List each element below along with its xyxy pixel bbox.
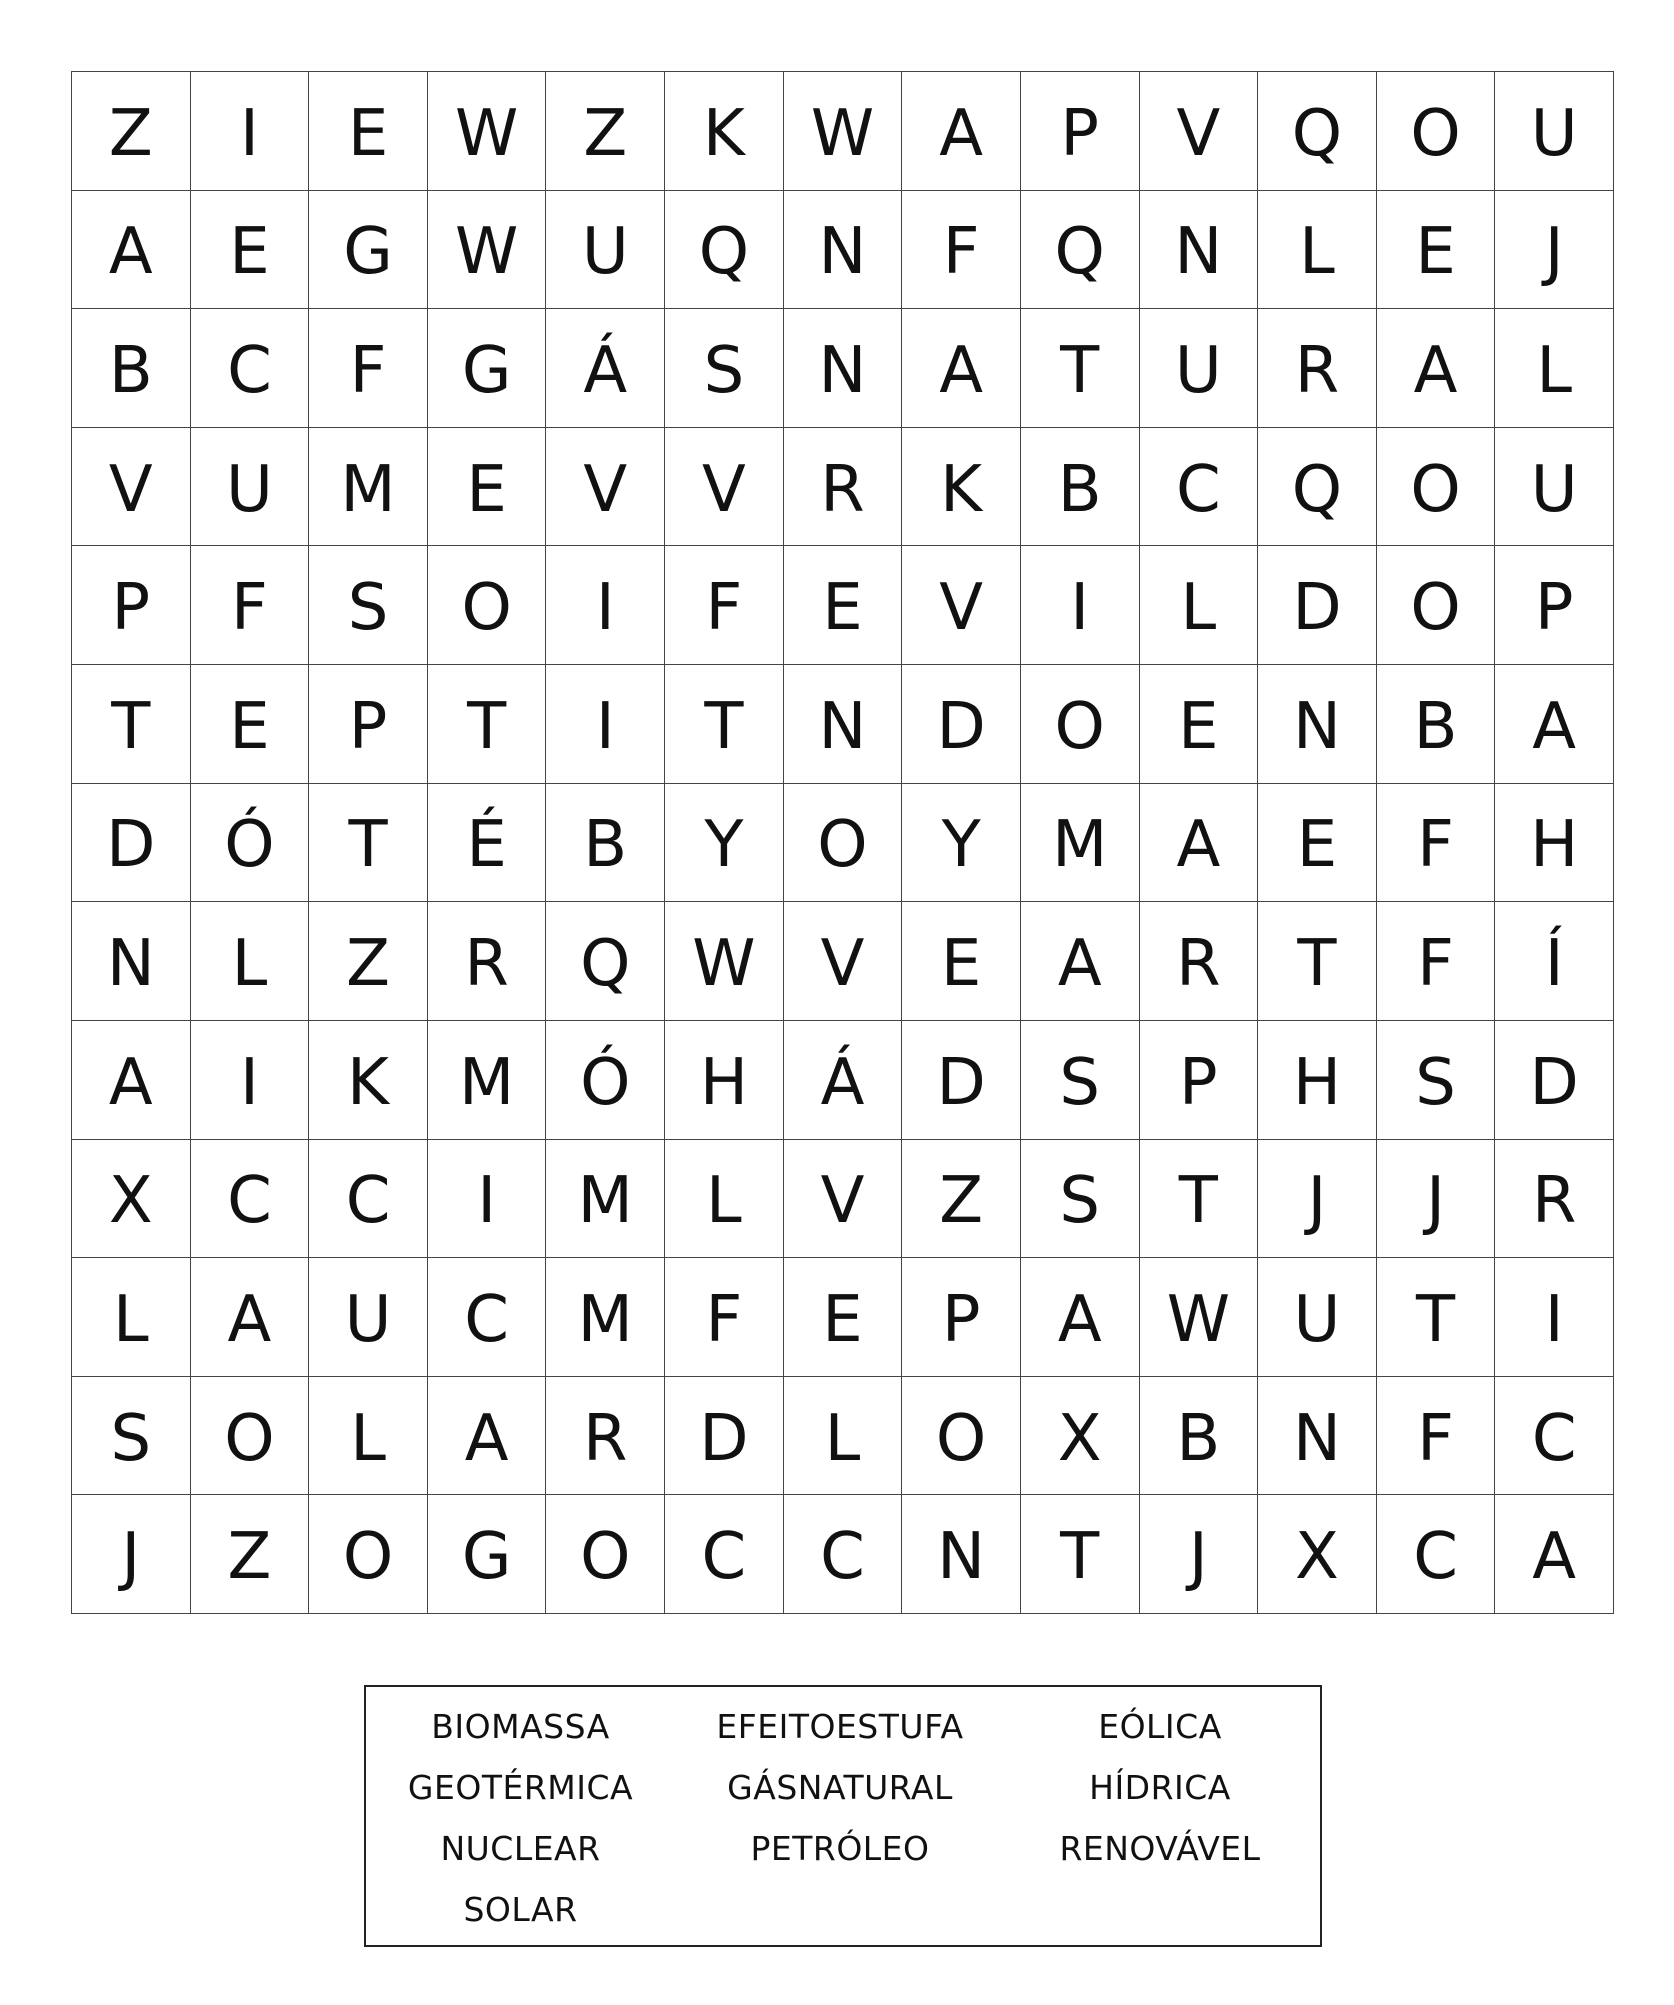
grid-cell[interactable]: L (191, 902, 310, 1021)
grid-cell[interactable]: I (546, 665, 665, 784)
grid-cell[interactable]: W (665, 902, 784, 1021)
grid-cell[interactable]: Ó (546, 1021, 665, 1140)
grid-cell[interactable]: H (665, 1021, 784, 1140)
grid-cell[interactable]: D (1258, 546, 1377, 665)
grid-cell[interactable]: C (784, 1495, 903, 1614)
grid-cell[interactable]: P (1495, 546, 1614, 665)
grid-cell[interactable]: T (665, 665, 784, 784)
grid-cell[interactable]: S (665, 309, 784, 428)
grid-cell[interactable]: O (309, 1495, 428, 1614)
grid-cell[interactable]: V (784, 1140, 903, 1259)
grid-cell[interactable]: V (665, 428, 784, 547)
grid-cell[interactable]: T (1021, 309, 1140, 428)
grid-cell[interactable]: G (309, 191, 428, 310)
grid-cell[interactable]: T (1140, 1140, 1259, 1259)
grid-cell[interactable]: K (665, 72, 784, 191)
grid-cell[interactable]: Á (784, 1021, 903, 1140)
grid-cell[interactable]: F (309, 309, 428, 428)
grid-cell[interactable]: S (1021, 1140, 1140, 1259)
grid-cell[interactable]: V (546, 428, 665, 547)
grid-cell[interactable]: P (1021, 72, 1140, 191)
grid-cell[interactable]: A (72, 191, 191, 310)
grid-cell[interactable]: O (784, 784, 903, 903)
grid-cell[interactable]: V (902, 546, 1021, 665)
grid-cell[interactable]: M (1021, 784, 1140, 903)
grid-cell[interactable]: I (1495, 1258, 1614, 1377)
grid-cell[interactable]: X (1258, 1495, 1377, 1614)
grid-cell[interactable]: W (1140, 1258, 1259, 1377)
grid-cell[interactable]: A (1021, 902, 1140, 1021)
word-list-item: EÓLICA (1098, 1707, 1222, 1746)
word-list-item: NUCLEAR (440, 1829, 601, 1868)
grid-cell[interactable]: T (309, 784, 428, 903)
grid-cell[interactable]: B (1021, 428, 1140, 547)
grid-cell[interactable]: N (1258, 665, 1377, 784)
grid-cell[interactable]: N (784, 309, 903, 428)
grid-cell[interactable]: I (546, 546, 665, 665)
grid-cell[interactable]: D (72, 784, 191, 903)
grid-cell[interactable]: M (309, 428, 428, 547)
grid-cell[interactable]: J (72, 1495, 191, 1614)
grid-cell[interactable]: O (1021, 665, 1140, 784)
grid-cell[interactable]: F (902, 191, 1021, 310)
grid-cell[interactable]: B (546, 784, 665, 903)
grid-cell[interactable]: O (191, 1377, 310, 1496)
word-list-item: SOLAR (463, 1890, 578, 1929)
grid-cell[interactable]: O (428, 546, 547, 665)
grid-cell[interactable]: U (1495, 428, 1614, 547)
grid-cell[interactable]: Q (665, 191, 784, 310)
grid-cell[interactable]: G (428, 1495, 547, 1614)
grid-cell[interactable]: F (191, 546, 310, 665)
grid-cell[interactable]: Q (1258, 72, 1377, 191)
grid-cell[interactable]: C (1140, 428, 1259, 547)
grid-cell[interactable]: A (1377, 309, 1496, 428)
grid-cell[interactable]: S (1377, 1021, 1496, 1140)
grid-cell[interactable]: N (72, 902, 191, 1021)
grid-cell[interactable]: Z (309, 902, 428, 1021)
grid-cell[interactable]: O (902, 1377, 1021, 1496)
grid-cell[interactable]: U (1258, 1258, 1377, 1377)
grid-cell[interactable]: B (1377, 665, 1496, 784)
grid-cell[interactable]: N (784, 665, 903, 784)
grid-cell[interactable]: U (546, 191, 665, 310)
grid-cell[interactable]: E (428, 428, 547, 547)
grid-cell[interactable]: R (1140, 902, 1259, 1021)
grid-cell[interactable]: I (1021, 546, 1140, 665)
grid-cell[interactable]: N (784, 191, 903, 310)
grid-cell[interactable]: O (1377, 72, 1496, 191)
grid-cell[interactable]: A (902, 72, 1021, 191)
grid-cell[interactable]: T (72, 665, 191, 784)
grid-cell[interactable]: D (665, 1377, 784, 1496)
grid-cell[interactable]: V (1140, 72, 1259, 191)
grid-cell[interactable]: E (191, 665, 310, 784)
grid-cell[interactable]: Z (546, 72, 665, 191)
grid-cell[interactable]: Z (902, 1140, 1021, 1259)
grid-cell[interactable]: S (309, 546, 428, 665)
grid-cell[interactable]: C (309, 1140, 428, 1259)
grid-cell[interactable]: S (1021, 1021, 1140, 1140)
grid-cell[interactable]: U (1495, 72, 1614, 191)
grid-cell[interactable]: R (1258, 309, 1377, 428)
grid-cell[interactable]: F (665, 546, 784, 665)
grid-cell[interactable]: C (1377, 1495, 1496, 1614)
grid-cell[interactable]: R (428, 902, 547, 1021)
grid-cell[interactable]: J (1140, 1495, 1259, 1614)
grid-cell[interactable]: K (902, 428, 1021, 547)
word-list-item: PETRÓLEO (750, 1829, 930, 1868)
grid-cell[interactable]: N (1140, 191, 1259, 310)
grid-cell[interactable]: P (72, 546, 191, 665)
grid-cell[interactable]: O (1377, 428, 1496, 547)
grid-cell[interactable]: J (1495, 191, 1614, 310)
grid-cell[interactable]: V (784, 902, 903, 1021)
word-list-item: HÍDRICA (1089, 1768, 1231, 1807)
grid-cell[interactable]: A (72, 1021, 191, 1140)
grid-cell[interactable]: F (665, 1258, 784, 1377)
grid-cell[interactable]: D (1495, 1021, 1614, 1140)
word-list-item: EFEITOESTUFA (716, 1707, 964, 1746)
grid-cell[interactable]: C (191, 309, 310, 428)
grid-cell[interactable]: B (1140, 1377, 1259, 1496)
grid-cell[interactable]: E (1258, 784, 1377, 903)
grid-cell[interactable]: E (784, 1258, 903, 1377)
grid-cell[interactable]: P (1140, 1021, 1259, 1140)
grid-cell[interactable]: R (1495, 1140, 1614, 1259)
grid-cell[interactable]: P (902, 1258, 1021, 1377)
grid-cell[interactable]: V (72, 428, 191, 547)
grid-cell[interactable]: L (309, 1377, 428, 1496)
grid-cell[interactable]: N (1258, 1377, 1377, 1496)
grid-cell[interactable]: L (1258, 191, 1377, 310)
grid-cell[interactable]: I (428, 1140, 547, 1259)
grid-cell[interactable]: E (309, 72, 428, 191)
grid-cell[interactable]: A (1495, 665, 1614, 784)
word-list-item: GÁSNATURAL (727, 1768, 953, 1807)
grid-cell[interactable]: E (191, 191, 310, 310)
word-list-item: GEOTÉRMICA (407, 1768, 634, 1807)
word-list-item: BIOMASSA (431, 1707, 610, 1746)
grid-cell[interactable]: Z (191, 1495, 310, 1614)
grid-cell[interactable]: M (428, 1021, 547, 1140)
grid-cell[interactable]: C (191, 1140, 310, 1259)
grid-cell[interactable]: R (784, 428, 903, 547)
grid-cell[interactable]: A (191, 1258, 310, 1377)
grid-cell[interactable]: Y (665, 784, 784, 903)
grid-cell[interactable]: D (902, 665, 1021, 784)
word-list (364, 1685, 1322, 1947)
grid-cell[interactable]: E (1377, 191, 1496, 310)
grid-cell[interactable]: Q (1021, 191, 1140, 310)
grid-cell[interactable]: Q (1258, 428, 1377, 547)
word-list-item: RENOVÁVEL (1059, 1829, 1261, 1868)
grid-cell[interactable]: H (1258, 1021, 1377, 1140)
grid-cell[interactable]: Á (546, 309, 665, 428)
grid-cell[interactable]: T (1377, 1258, 1496, 1377)
grid-cell[interactable]: A (1021, 1258, 1140, 1377)
grid-cell[interactable]: X (1021, 1377, 1140, 1496)
grid-cell[interactable]: M (546, 1140, 665, 1259)
grid-cell[interactable]: M (546, 1258, 665, 1377)
grid-cell[interactable]: W (428, 191, 547, 310)
grid-cell[interactable]: D (902, 1021, 1021, 1140)
grid-cell[interactable]: T (428, 665, 547, 784)
grid-cell[interactable]: A (902, 309, 1021, 428)
letter-grid (71, 71, 1614, 1614)
grid-cell[interactable]: L (784, 1377, 903, 1496)
grid-cell[interactable]: O (1377, 546, 1496, 665)
grid-cell[interactable]: S (72, 1377, 191, 1496)
grid-cell[interactable]: U (191, 428, 310, 547)
grid-cell[interactable]: E (1140, 665, 1259, 784)
grid-cell[interactable]: K (309, 1021, 428, 1140)
grid-cell[interactable]: R (546, 1377, 665, 1496)
grid-cell[interactable]: W (784, 72, 903, 191)
grid-cell[interactable]: O (546, 1495, 665, 1614)
grid-cell[interactable]: I (191, 1021, 310, 1140)
grid-cell[interactable]: X (72, 1140, 191, 1259)
grid-cell[interactable]: U (1140, 309, 1259, 428)
grid-cell[interactable]: Q (546, 902, 665, 1021)
grid-cell[interactable]: É (428, 784, 547, 903)
grid-cell[interactable]: Y (902, 784, 1021, 903)
grid-cell[interactable]: T (1258, 902, 1377, 1021)
grid-cell[interactable]: C (1495, 1377, 1614, 1496)
grid-cell[interactable]: L (1140, 546, 1259, 665)
grid-cell[interactable]: A (428, 1377, 547, 1496)
grid-cell[interactable]: C (428, 1258, 547, 1377)
grid-cell[interactable]: J (1377, 1140, 1496, 1259)
grid-cell[interactable]: P (309, 665, 428, 784)
grid-cell[interactable]: J (1258, 1140, 1377, 1259)
grid-cell[interactable]: N (902, 1495, 1021, 1614)
grid-cell[interactable]: F (1377, 1377, 1496, 1496)
grid-cell[interactable]: G (428, 309, 547, 428)
grid-cell[interactable]: L (72, 1258, 191, 1377)
grid-cell[interactable]: W (428, 72, 547, 191)
grid-cell[interactable]: F (1377, 902, 1496, 1021)
grid-cell[interactable]: B (72, 309, 191, 428)
grid-cell[interactable]: U (309, 1258, 428, 1377)
grid-cell[interactable]: E (784, 546, 903, 665)
grid-cell[interactable]: Z (72, 72, 191, 191)
grid-cell[interactable]: L (665, 1140, 784, 1259)
grid-cell[interactable]: H (1495, 784, 1614, 903)
grid-cell[interactable]: E (902, 902, 1021, 1021)
grid-cell[interactable]: A (1495, 1495, 1614, 1614)
grid-cell[interactable]: A (1140, 784, 1259, 903)
grid-cell[interactable]: T (1021, 1495, 1140, 1614)
grid-cell[interactable]: L (1495, 309, 1614, 428)
grid-cell[interactable]: I (191, 72, 310, 191)
grid-cell[interactable]: Ó (191, 784, 310, 903)
grid-cell[interactable]: F (1377, 784, 1496, 903)
grid-cell[interactable]: C (665, 1495, 784, 1614)
grid-cell[interactable]: Í (1495, 902, 1614, 1021)
